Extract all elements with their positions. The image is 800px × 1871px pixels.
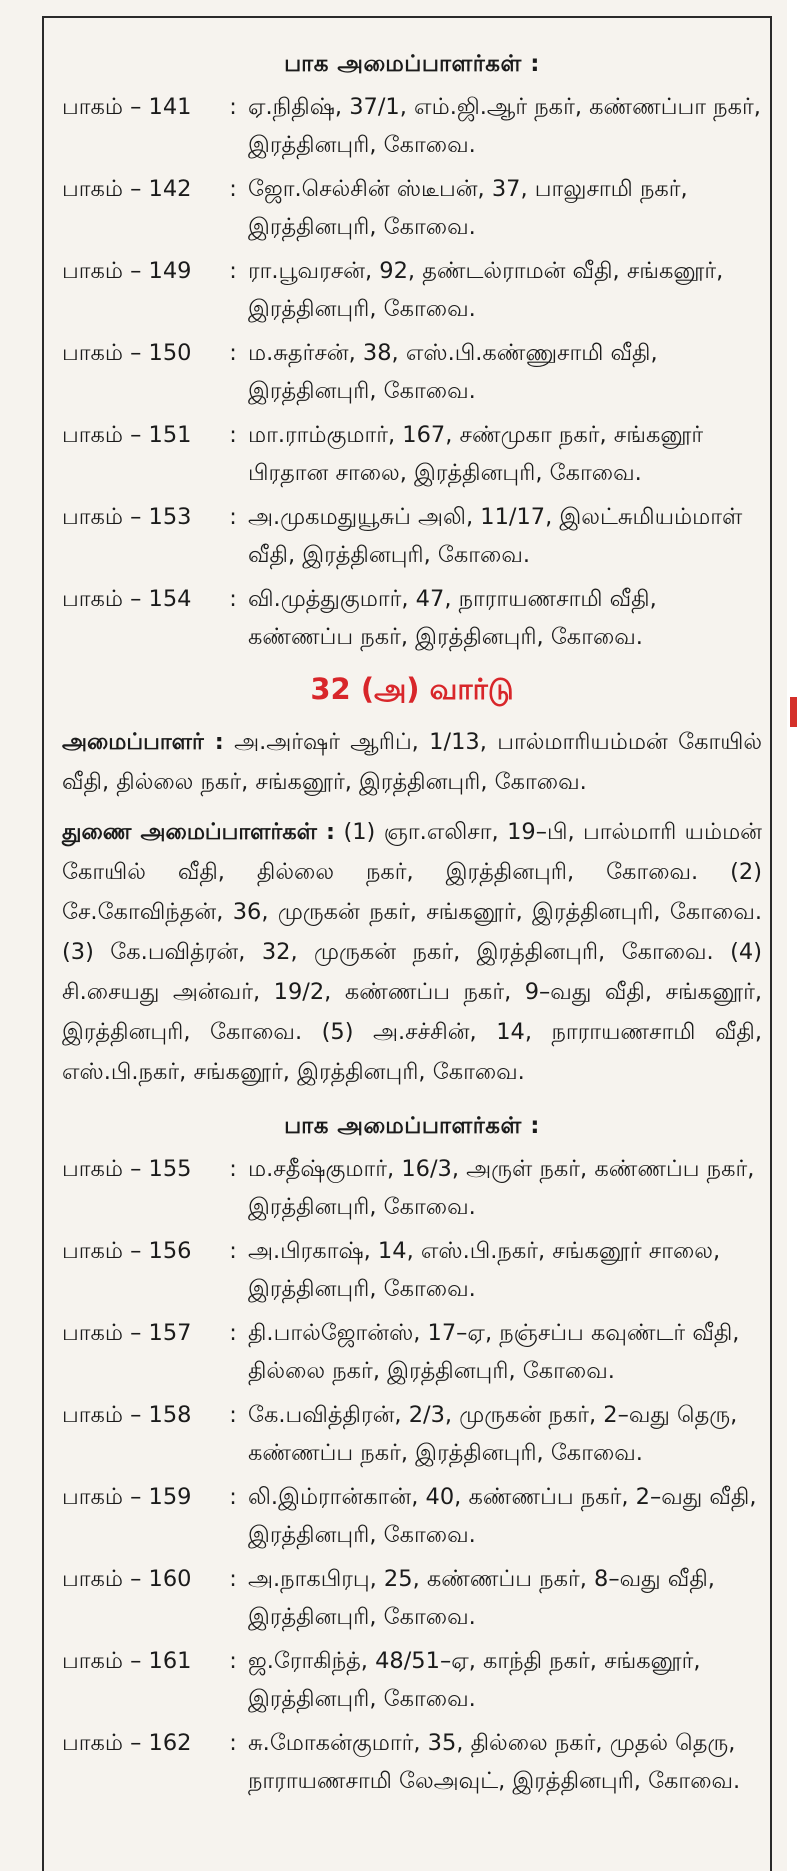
part-number: பாகம் – 157 [62,1320,192,1346]
organizer-address: ஜ.ரோகிந்த், 48/51–ஏ, காந்தி நகர், சங்கனூர், இரத்தினபுரி, கோவை. [248,1648,701,1712]
part-number: பாகம் – 151 [62,422,192,448]
organizer-address: கே.பவித்திரன், 2/3, முருகன் நகர், 2–வது தெரு, கண்ணப்ப நகர், இரத்தினபுரி, கோவை. [248,1402,738,1466]
deputy-organizers-label: துணை அமைப்பாளர்கள் : [62,819,336,845]
list-item [62,416,762,492]
organizer-address: ஜோ.செல்சின் ஸ்டீபன், 37, பாலுசாமி நகர், இரத்தினபுரி, கோவை. [248,176,688,240]
separator: : [229,1484,237,1510]
deputy-organizers-paragraph [62,812,762,1092]
list-item [62,580,762,656]
list-item [62,1314,762,1390]
list-item [62,88,762,164]
part-number: பாகம் – 155 [62,1156,192,1182]
edge-color-mark [790,697,797,727]
organizer-address: அ.முகமதுயூசுப் அலி, 11/17, இலட்சுமியம்மாள் வீதி, இரத்தினபுரி, கோவை. [248,504,743,568]
entry-list [62,1150,762,1800]
organizer-address: அ.நாகபிரபு, 25, கண்ணப்ப நகர், 8–வது வீதி, இரத்தினபுரி, கோவை. [248,1566,715,1630]
organizer-address: ம.சதீஷ்குமார், 16/3, அருள் நகர், கண்ணப்ப நகர், இரத்தினபுரி, கோவை. [248,1156,755,1220]
separator: : [229,94,237,120]
organizer-details: அ.அர்ஷர் ஆரிப், 1/13, பால்மாரியம்மன் கோயில் வீதி, தில்லை நகர், சங்கனூர், இரத்தினபுரி, கோவை. [62,729,762,795]
ward-organizer-paragraph [62,722,762,802]
entry-list [62,88,762,656]
list-item [62,334,762,410]
separator: : [229,504,237,530]
section-heading-part-organizers: பாக அமைப்பாளர்கள் : [284,1113,540,1139]
part-number: பாகம் – 154 [62,586,192,612]
page-edge [787,0,800,1871]
part-number: பாகம் – 141 [62,94,192,120]
separator: : [229,340,237,366]
list-item [62,252,762,328]
list-item [62,1478,762,1554]
part-number: பாகம் – 142 [62,176,192,202]
separator: : [229,1730,237,1756]
section-heading-part-organizers: பாக அமைப்பாளர்கள் : [284,51,540,77]
part-number: பாகம் – 156 [62,1238,192,1264]
organizer-address: ஏ.நிதிஷ், 37/1, எம்.ஜி.ஆர் நகர், கண்ணப்பா நகர், இரத்தினபுரி, கோவை. [248,94,761,158]
list-item [62,1560,762,1636]
organizer-address: ரா.பூவரசன், 92, தண்டல்ராமன் வீதி, சங்கனூர், இரத்தினபுரி, கோவை. [248,258,724,322]
organizer-address: வி.முத்துகுமார், 47, நாராயணசாமி வீதி, கண்ணப்ப நகர், இரத்தினபுரி, கோவை. [248,586,657,650]
separator: : [229,422,237,448]
part-number: பாகம் – 149 [62,258,192,284]
list-item [62,170,762,246]
separator: : [229,1320,237,1346]
article-body [62,40,762,1806]
separator: : [229,258,237,284]
list-item [62,498,762,574]
part-number: பாகம் – 158 [62,1402,192,1428]
ward-title: 32 (அ) வார்டு [310,672,514,706]
part-number: பாகம் – 160 [62,1566,192,1592]
part-number: பாகம் – 161 [62,1648,192,1674]
part-number: பாகம் – 162 [62,1730,192,1756]
organizer-address: அ.பிரகாஷ், 14, எஸ்.பி.நகர், சங்கனூர் சாலை, இரத்தினபுரி, கோவை. [248,1238,721,1302]
list-item [62,1724,762,1800]
separator: : [229,1402,237,1428]
separator: : [229,1156,237,1182]
part-number: பாகம் – 153 [62,504,192,530]
organizer-label: அமைப்பாளர் : [62,729,224,755]
separator: : [229,1648,237,1674]
separator: : [229,176,237,202]
list-item [62,1396,762,1472]
list-item [62,1232,762,1308]
list-item [62,1150,762,1226]
deputy-organizers-details: (1) ஞா.எலிசா, 19–பி, பால்மாரி யம்மன் கோயில் வீதி, தில்லை நகர், இரத்தினபுரி, கோவை. (2) சே.கோவிந்தன், 36, முருகன் நகர், சங்கனூர், இரத்தினபுரி, கோவை. (3) கே.பவித்ரன், 32, முருகன் நகர், இரத்தினபுரி, கோவை. (4) சி.சையது அன்வர், 19/2, கண்ணப்ப நகர், 9–வது வீதி, சங்கனூர், இரத்தினபுரி, கோவை. (5) அ.சச்சின், 14, நாராயணசாமி வீதி, எஸ்.பி.நகர், சங்கனூர், இரத்தினபுரி, கோவை. [62,819,763,1085]
list-item [62,1642,762,1718]
organizer-address: தி.பால்ஜோன்ஸ், 17–ஏ, நஞ்சப்ப கவுண்டர் வீதி, தில்லை நகர், இரத்தினபுரி, கோவை. [248,1320,740,1384]
organizer-address: ம.சுதர்சன், 38, எஸ்.பி.கண்ணுசாமி வீதி, இரத்தினபுரி, கோவை. [248,340,658,404]
organizer-address: லி.இம்ரான்கான், 40, கண்ணப்ப நகர், 2–வது வீதி, இரத்தினபுரி, கோவை. [248,1484,757,1548]
part-number: பாகம் – 150 [62,340,192,366]
separator: : [229,586,237,612]
part-number: பாகம் – 159 [62,1484,192,1510]
organizer-address: சு.மோகன்குமார், 35, தில்லை நகர், முதல் தெரு, நாராயணசாமி லேஅவுட், இரத்தினபுரி, கோவை. [248,1730,741,1794]
organizer-address: மா.ராம்குமார், 167, சண்முகா நகர், சங்கனூர் பிரதான சாலை, இரத்தினபுரி, கோவை. [248,422,704,486]
separator: : [229,1566,237,1592]
separator: : [229,1238,237,1264]
